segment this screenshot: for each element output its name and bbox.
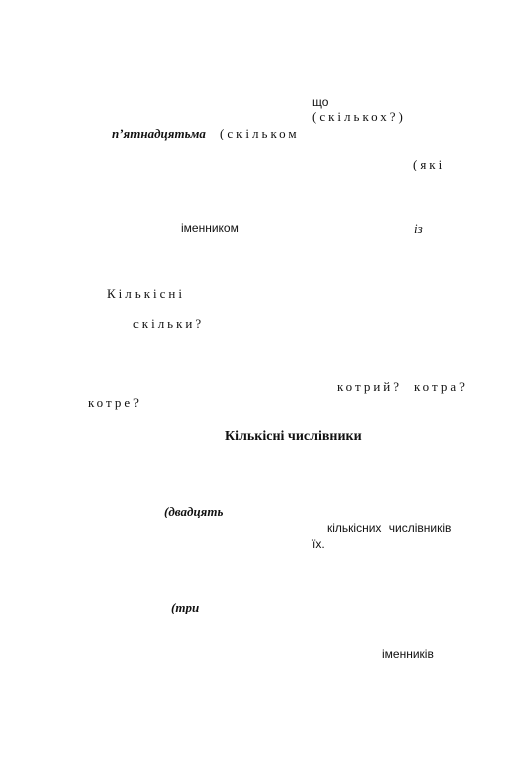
text-fragment-yaki: (які bbox=[413, 158, 446, 171]
text-fragment-dvadtsyat: (двадцять bbox=[164, 505, 224, 518]
text-fragment-kotryi: котрий? bbox=[337, 379, 403, 394]
text-fragment-shcho: що bbox=[312, 95, 329, 109]
text-fragment-yikh: їх. bbox=[312, 537, 325, 551]
text-fragment-kotra: котра? bbox=[414, 379, 468, 394]
text-fragment-skilky: скільки? bbox=[133, 316, 205, 331]
section-heading: Кількісні числівники bbox=[225, 429, 362, 444]
text-fragment-kilkisni: Кількісні bbox=[107, 287, 185, 300]
text-fragment-skilkom: (скільком bbox=[220, 127, 300, 140]
text-fragment-skilkokh: (скількох?) bbox=[312, 109, 406, 124]
text-fragment-kotre: котре? bbox=[88, 395, 142, 410]
text-fragment-pyatnadtsyatma: п’ятнадцятьма bbox=[112, 126, 206, 141]
text-fragment-try: (три bbox=[171, 601, 200, 614]
text-fragment-iz: із bbox=[414, 221, 423, 236]
text-fragment-imennykom: іменником bbox=[181, 222, 239, 234]
text-fragment-imennykiv: іменників bbox=[382, 647, 434, 661]
text-fragment-kilkisnykh-chyslivnykiv: кількісних числівників bbox=[327, 521, 452, 535]
